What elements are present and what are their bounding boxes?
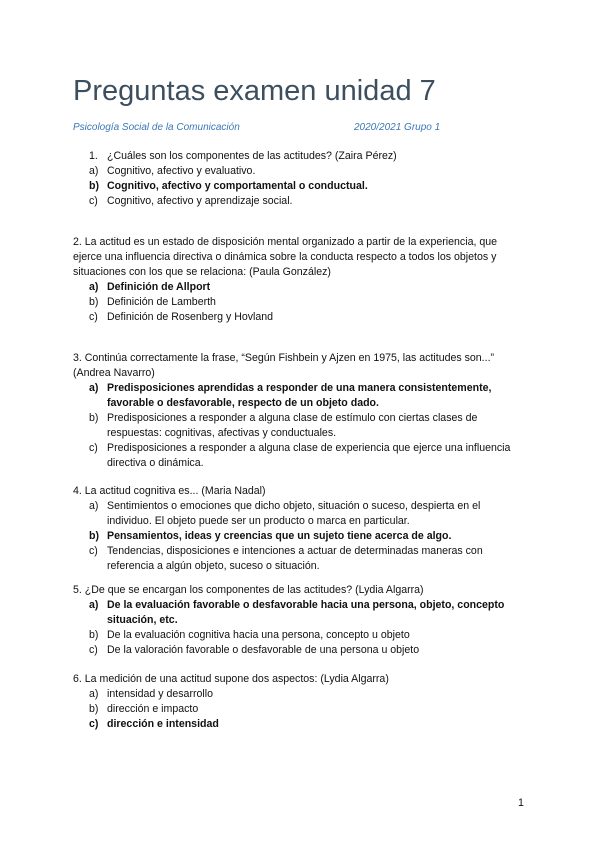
option-text: De la evaluación favorable o desfavorable hacia una persona, objeto, concepto situación, etc. bbox=[107, 599, 505, 626]
question-2-option-b bbox=[73, 295, 521, 310]
question-1-option-b bbox=[73, 179, 533, 194]
document-title: Preguntas examen unidad 7 bbox=[73, 75, 436, 107]
option-text: dirección e impacto bbox=[107, 703, 199, 715]
option-marker: b) bbox=[89, 703, 99, 715]
question-5-option-c bbox=[73, 643, 535, 658]
option-marker: c) bbox=[89, 311, 98, 323]
option-marker: a) bbox=[89, 500, 99, 512]
question-3-text: 3. Continúa correctamente la frase, “Según Fishbein y Ajzen en 1975, las actitudes son...” (Andrea Navarro) bbox=[73, 352, 495, 379]
question-4-option-c bbox=[73, 544, 513, 574]
question-1 bbox=[73, 149, 533, 209]
question-5-option-a bbox=[73, 598, 535, 628]
option-text: Definición de Rosenberg y Hovland bbox=[107, 311, 274, 323]
question-1-text bbox=[73, 149, 533, 164]
question-2-text: 2. La actitud es un estado de disposición mental organizado a partir de la experiencia, que ejerce una influencia directiva o dinámica sobre la conducta respecto a todos los objetos y situaciones con los que se relaciona: (Paula González) bbox=[73, 236, 498, 278]
option-text: Definición de Allport bbox=[107, 281, 211, 293]
question-6-option-b bbox=[73, 702, 533, 717]
question-5-text: 5. ¿De que se encargan los componentes de las actitudes? (Lydia Algarra) bbox=[73, 584, 424, 596]
option-marker: b) bbox=[89, 296, 99, 308]
option-marker: b) bbox=[89, 530, 99, 542]
question-6-text: 6. La medición de una actitud supone dos aspectos: (Lydia Algarra) bbox=[73, 673, 389, 685]
option-marker: a) bbox=[89, 599, 99, 611]
question-4-option-a bbox=[73, 499, 513, 529]
question-4 bbox=[73, 484, 513, 574]
question-6 bbox=[73, 672, 533, 732]
course-label: 2020/2021 Grupo 1 bbox=[354, 122, 441, 133]
option-marker: b) bbox=[89, 629, 99, 641]
question-5-option-b bbox=[73, 628, 535, 643]
option-marker: c) bbox=[89, 195, 98, 207]
option-text: Predisposiciones aprendidas a responder de una manera consistentemente, favorable o desfavorable, respecto de un objeto dado. bbox=[107, 382, 492, 409]
option-text: De la evaluación cognitiva hacia una persona, concepto u objeto bbox=[107, 629, 410, 641]
question-2-option-a bbox=[73, 280, 521, 295]
option-text: dirección e intensidad bbox=[107, 718, 219, 730]
question-6-option-a bbox=[73, 687, 533, 702]
option-text: Predisposiciones a responder a alguna clase de estímulo con ciertas clases de respuestas: cognitivas, afectivas y conductuales. bbox=[107, 412, 478, 439]
question-2-option-c bbox=[73, 310, 521, 325]
option-marker: a) bbox=[89, 382, 99, 394]
question-1-stem: ¿Cuáles son los componentes de las actitudes? (Zaira Pérez) bbox=[107, 150, 397, 162]
question-1-number: 1. bbox=[89, 150, 98, 162]
question-5 bbox=[73, 583, 535, 658]
option-text: intensidad y desarrollo bbox=[107, 688, 213, 700]
option-marker: a) bbox=[89, 688, 99, 700]
option-marker: c) bbox=[89, 442, 98, 454]
question-3-option-b bbox=[73, 411, 528, 441]
option-text: Sentimientos o emociones que dicho objeto, situación o suceso, despierta en el individuo. El objeto puede ser un producto o marca en particular. bbox=[107, 500, 481, 527]
question-3 bbox=[73, 351, 528, 471]
option-text: Cognitivo, afectivo y evaluativo. bbox=[107, 165, 256, 177]
option-text: De la valoración favorable o desfavorable de una persona u objeto bbox=[107, 644, 420, 656]
option-marker: c) bbox=[89, 545, 98, 557]
question-4-option-b bbox=[73, 529, 513, 544]
question-2 bbox=[73, 235, 521, 325]
question-1-option-c bbox=[73, 194, 533, 209]
option-text: Cognitivo, afectivo y aprendizaje social. bbox=[107, 195, 293, 207]
option-marker: b) bbox=[89, 180, 99, 192]
question-3-option-a bbox=[73, 381, 528, 411]
question-6-option-c bbox=[73, 717, 533, 732]
option-text: Predisposiciones a responder a alguna clase de experiencia que ejerce una influencia directiva o dinámica. bbox=[107, 442, 511, 469]
question-4-text: 4. La actitud cognitiva es... (Maria Nadal) bbox=[73, 485, 266, 497]
option-marker: c) bbox=[89, 718, 99, 730]
subject-label: Psicología Social de la Comunicación bbox=[73, 122, 240, 133]
question-1-option-a bbox=[73, 164, 533, 179]
option-marker: a) bbox=[89, 281, 99, 293]
option-marker: c) bbox=[89, 644, 98, 656]
question-3-option-c bbox=[73, 441, 528, 471]
option-text: Pensamientos, ideas y creencias que un sujeto tiene acerca de algo. bbox=[107, 530, 452, 542]
option-marker: a) bbox=[89, 165, 99, 177]
option-marker: b) bbox=[89, 412, 99, 424]
option-text: Cognitivo, afectivo y comportamental o conductual. bbox=[107, 180, 368, 192]
option-text: Tendencias, disposiciones e intenciones a actuar de determinadas maneras con referencia a algún objeto, suceso o situación. bbox=[107, 545, 483, 572]
page-number: 1 bbox=[518, 797, 524, 809]
option-text: Definición de Lamberth bbox=[107, 296, 216, 308]
